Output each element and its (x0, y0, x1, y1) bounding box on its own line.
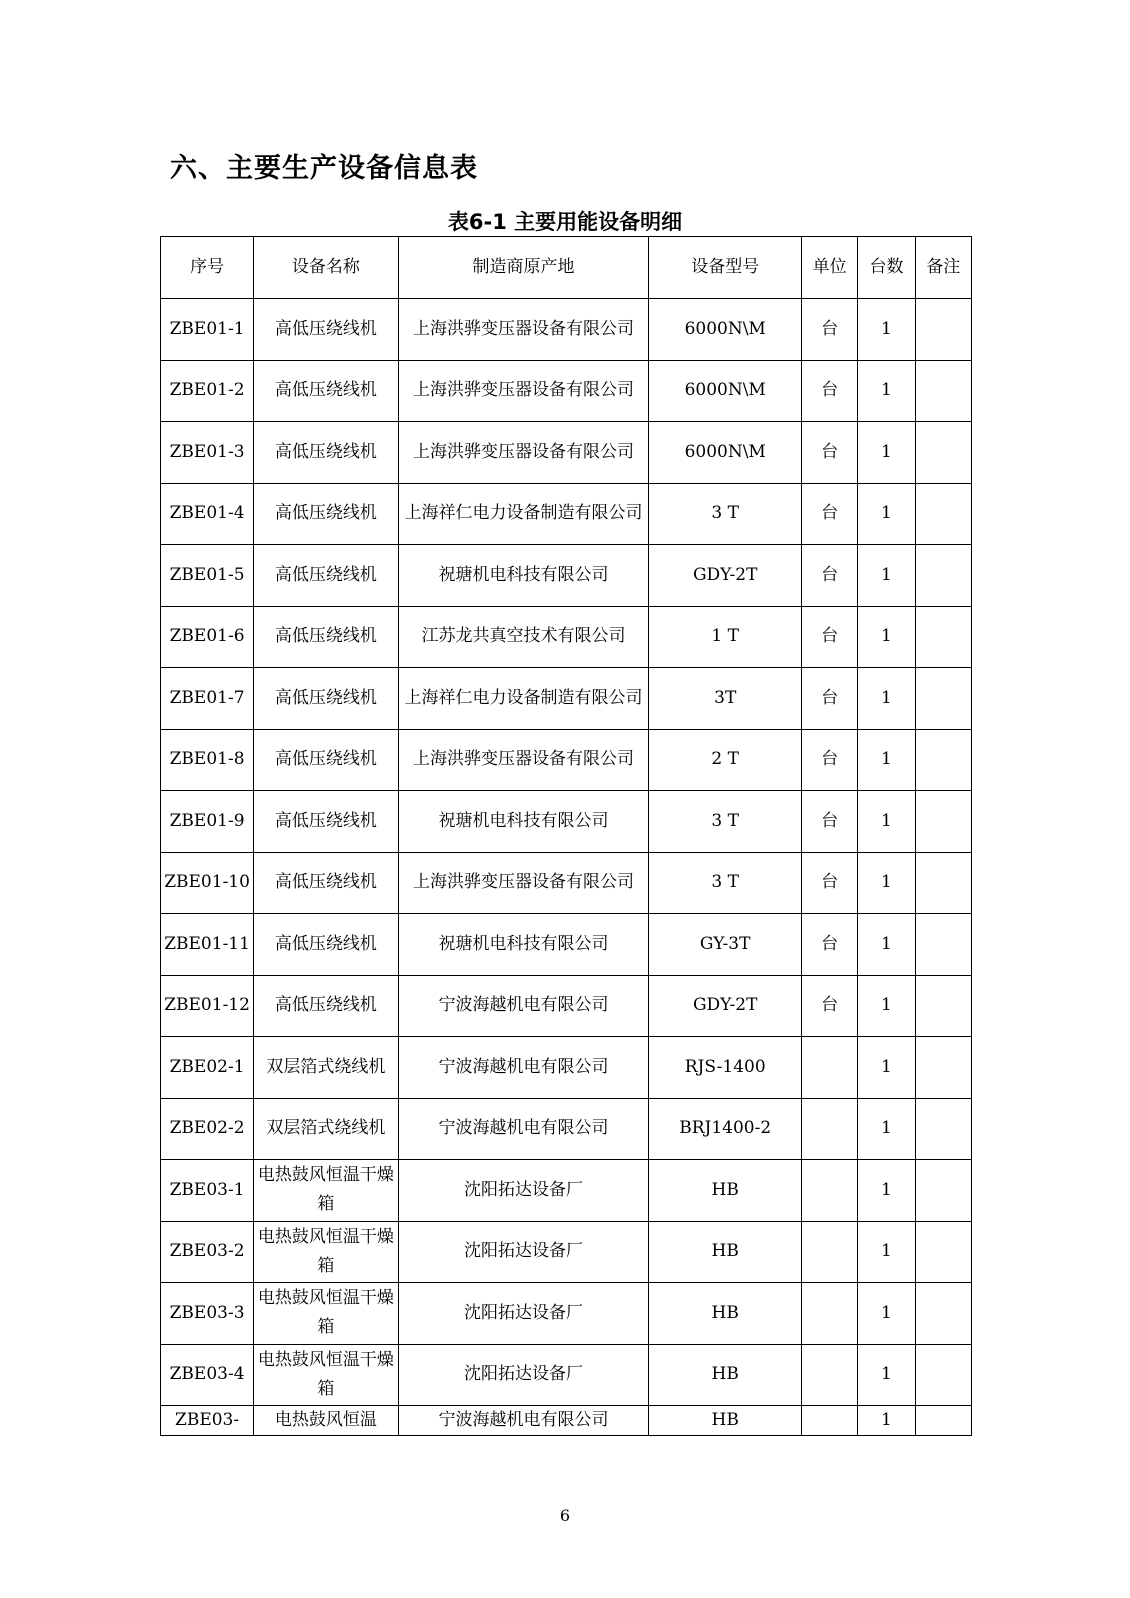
cell-name: 高低压绕线机 (254, 791, 398, 853)
cell-no: ZBE01-4 (161, 483, 254, 545)
cell-note (915, 791, 971, 853)
cell-name: 双层箔式绕线机 (254, 1098, 398, 1160)
cell-model: 6000N\M (649, 360, 802, 422)
table-header-row (161, 237, 972, 299)
cell-maker: 宁波海越机电有限公司 (398, 1406, 649, 1436)
cell-model: GY-3T (649, 914, 802, 976)
cell-model: HB (649, 1344, 802, 1406)
cell-qty: 1 (858, 1344, 915, 1406)
cell-qty: 1 (858, 975, 915, 1037)
cell-qty: 1 (858, 1406, 915, 1436)
cell-note (915, 668, 971, 730)
header-no: 序号 (161, 237, 254, 299)
cell-unit: 台 (801, 545, 857, 607)
table-row (161, 852, 972, 914)
header-name: 设备名称 (254, 237, 398, 299)
cell-no: ZBE02-1 (161, 1037, 254, 1099)
cell-model: 3 T (649, 852, 802, 914)
cell-maker: 江苏龙共真空技术有限公司 (398, 606, 649, 668)
header-model: 设备型号 (649, 237, 802, 299)
cell-qty: 1 (858, 1283, 915, 1345)
cell-note (915, 1160, 971, 1222)
cell-note (915, 545, 971, 607)
cell-unit (801, 1160, 857, 1222)
cell-model: HB (649, 1221, 802, 1283)
cell-qty: 1 (858, 852, 915, 914)
cell-note (915, 1344, 971, 1406)
cell-unit: 台 (801, 606, 857, 668)
cell-name: 电热鼓风恒温干燥箱 (254, 1160, 398, 1222)
cell-name: 高低压绕线机 (254, 975, 398, 1037)
cell-maker: 祝瑭机电科技有限公司 (398, 914, 649, 976)
table-row (161, 668, 972, 730)
cell-unit: 台 (801, 914, 857, 976)
cell-maker: 沈阳拓达设备厂 (398, 1160, 649, 1222)
cell-unit: 台 (801, 422, 857, 484)
cell-maker: 祝瑭机电科技有限公司 (398, 545, 649, 607)
cell-note (915, 914, 971, 976)
cell-name: 高低压绕线机 (254, 483, 398, 545)
cell-no: ZBE01-8 (161, 729, 254, 791)
table-caption: 表6-1 主要用能设备明细 (447, 210, 683, 234)
cell-note (915, 1098, 971, 1160)
cell-qty: 1 (858, 729, 915, 791)
cell-no: ZBE01-6 (161, 606, 254, 668)
cell-note (915, 1283, 971, 1345)
cell-qty: 1 (858, 1037, 915, 1099)
header-unit: 单位 (801, 237, 857, 299)
cell-note (915, 422, 971, 484)
cell-model: BRJ1400-2 (649, 1098, 802, 1160)
cell-qty: 1 (858, 1098, 915, 1160)
cell-unit: 台 (801, 791, 857, 853)
cell-qty: 1 (858, 606, 915, 668)
table-row (161, 483, 972, 545)
cell-maker: 沈阳拓达设备厂 (398, 1344, 649, 1406)
cell-maker: 宁波海越机电有限公司 (398, 975, 649, 1037)
cell-unit (801, 1221, 857, 1283)
table-row (161, 1221, 972, 1283)
table-row (161, 1037, 972, 1099)
section-title: 六、主要生产设备信息表 (170, 153, 478, 184)
cell-note (915, 606, 971, 668)
cell-model: 3T (649, 668, 802, 730)
cell-name: 电热鼓风恒温 (254, 1406, 398, 1436)
cell-model: 6000N\M (649, 299, 802, 361)
cell-maker: 沈阳拓达设备厂 (398, 1221, 649, 1283)
cell-model: GDY-2T (649, 545, 802, 607)
cell-name: 高低压绕线机 (254, 852, 398, 914)
cell-qty: 1 (858, 422, 915, 484)
table-row (161, 1160, 972, 1222)
table-row (161, 299, 972, 361)
cell-name: 电热鼓风恒温干燥箱 (254, 1344, 398, 1406)
cell-maker: 沈阳拓达设备厂 (398, 1283, 649, 1345)
cell-name: 高低压绕线机 (254, 914, 398, 976)
cell-model: 2 T (649, 729, 802, 791)
cell-unit: 台 (801, 483, 857, 545)
cell-no: ZBE03-3 (161, 1283, 254, 1345)
cell-qty: 1 (858, 360, 915, 422)
table-row (161, 1098, 972, 1160)
cell-note (915, 1221, 971, 1283)
cell-maker: 上海洪骅变压器设备有限公司 (398, 852, 649, 914)
cell-note (915, 1037, 971, 1099)
cell-unit (801, 1344, 857, 1406)
cell-qty: 1 (858, 668, 915, 730)
cell-name: 高低压绕线机 (254, 299, 398, 361)
cell-no: ZBE03- (161, 1406, 254, 1436)
cell-no: ZBE01-5 (161, 545, 254, 607)
cell-maker: 上海洪骅变压器设备有限公司 (398, 360, 649, 422)
cell-qty: 1 (858, 483, 915, 545)
cell-no: ZBE01-3 (161, 422, 254, 484)
cell-no: ZBE01-1 (161, 299, 254, 361)
table-row (161, 1283, 972, 1345)
table-body (161, 299, 972, 1436)
cell-name: 双层箔式绕线机 (254, 1037, 398, 1099)
cell-model: 3 T (649, 483, 802, 545)
table-row (161, 1406, 972, 1436)
cell-model: GDY-2T (649, 975, 802, 1037)
cell-name: 高低压绕线机 (254, 422, 398, 484)
equipment-table (160, 236, 972, 1436)
cell-no: ZBE01-12 (161, 975, 254, 1037)
cell-name: 高低压绕线机 (254, 668, 398, 730)
cell-model: HB (649, 1160, 802, 1222)
cell-note (915, 299, 971, 361)
cell-qty: 1 (858, 545, 915, 607)
cell-unit: 台 (801, 360, 857, 422)
cell-maker: 上海祥仁电力设备制造有限公司 (398, 668, 649, 730)
cell-name: 高低压绕线机 (254, 729, 398, 791)
cell-no: ZBE03-1 (161, 1160, 254, 1222)
table-row (161, 422, 972, 484)
cell-no: ZBE01-2 (161, 360, 254, 422)
cell-model: RJS-1400 (649, 1037, 802, 1099)
cell-maker: 祝瑭机电科技有限公司 (398, 791, 649, 853)
cell-note (915, 729, 971, 791)
cell-no: ZBE01-10 (161, 852, 254, 914)
cell-name: 电热鼓风恒温干燥箱 (254, 1283, 398, 1345)
header-maker: 制造商原产地 (398, 237, 649, 299)
table-row (161, 360, 972, 422)
cell-unit (801, 1037, 857, 1099)
cell-note (915, 360, 971, 422)
cell-name: 电热鼓风恒温干燥箱 (254, 1221, 398, 1283)
cell-no: ZBE01-7 (161, 668, 254, 730)
cell-unit: 台 (801, 852, 857, 914)
cell-qty: 1 (858, 1160, 915, 1222)
cell-maker: 上海洪骅变压器设备有限公司 (398, 299, 649, 361)
cell-model: 6000N\M (649, 422, 802, 484)
cell-no: ZBE01-11 (161, 914, 254, 976)
cell-name: 高低压绕线机 (254, 360, 398, 422)
table-row (161, 791, 972, 853)
cell-maker: 上海洪骅变压器设备有限公司 (398, 729, 649, 791)
cell-unit (801, 1098, 857, 1160)
cell-note (915, 1406, 971, 1436)
cell-maker: 上海祥仁电力设备制造有限公司 (398, 483, 649, 545)
cell-maker: 宁波海越机电有限公司 (398, 1098, 649, 1160)
cell-note (915, 852, 971, 914)
cell-qty: 1 (858, 914, 915, 976)
cell-no: ZBE03-2 (161, 1221, 254, 1283)
cell-unit: 台 (801, 299, 857, 361)
cell-qty: 1 (858, 791, 915, 853)
table-row (161, 729, 972, 791)
header-note: 备注 (915, 237, 971, 299)
cell-name: 高低压绕线机 (254, 606, 398, 668)
cell-unit: 台 (801, 668, 857, 730)
cell-model: HB (649, 1406, 802, 1436)
cell-no: ZBE01-9 (161, 791, 254, 853)
cell-no: ZBE02-2 (161, 1098, 254, 1160)
cell-unit: 台 (801, 729, 857, 791)
cell-maker: 宁波海越机电有限公司 (398, 1037, 649, 1099)
table-row (161, 975, 972, 1037)
table-row (161, 545, 972, 607)
cell-qty: 1 (858, 299, 915, 361)
table-row (161, 914, 972, 976)
cell-model: 1 T (649, 606, 802, 668)
cell-model: 3 T (649, 791, 802, 853)
cell-model: HB (649, 1283, 802, 1345)
cell-unit (801, 1283, 857, 1345)
header-qty: 台数 (858, 237, 915, 299)
cell-maker: 上海洪骅变压器设备有限公司 (398, 422, 649, 484)
cell-name: 高低压绕线机 (254, 545, 398, 607)
page-number: 6 (559, 1506, 571, 1525)
cell-no: ZBE03-4 (161, 1344, 254, 1406)
cell-note (915, 975, 971, 1037)
cell-note (915, 483, 971, 545)
cell-unit (801, 1406, 857, 1436)
table-row (161, 1344, 972, 1406)
cell-qty: 1 (858, 1221, 915, 1283)
cell-unit: 台 (801, 975, 857, 1037)
table-row (161, 606, 972, 668)
